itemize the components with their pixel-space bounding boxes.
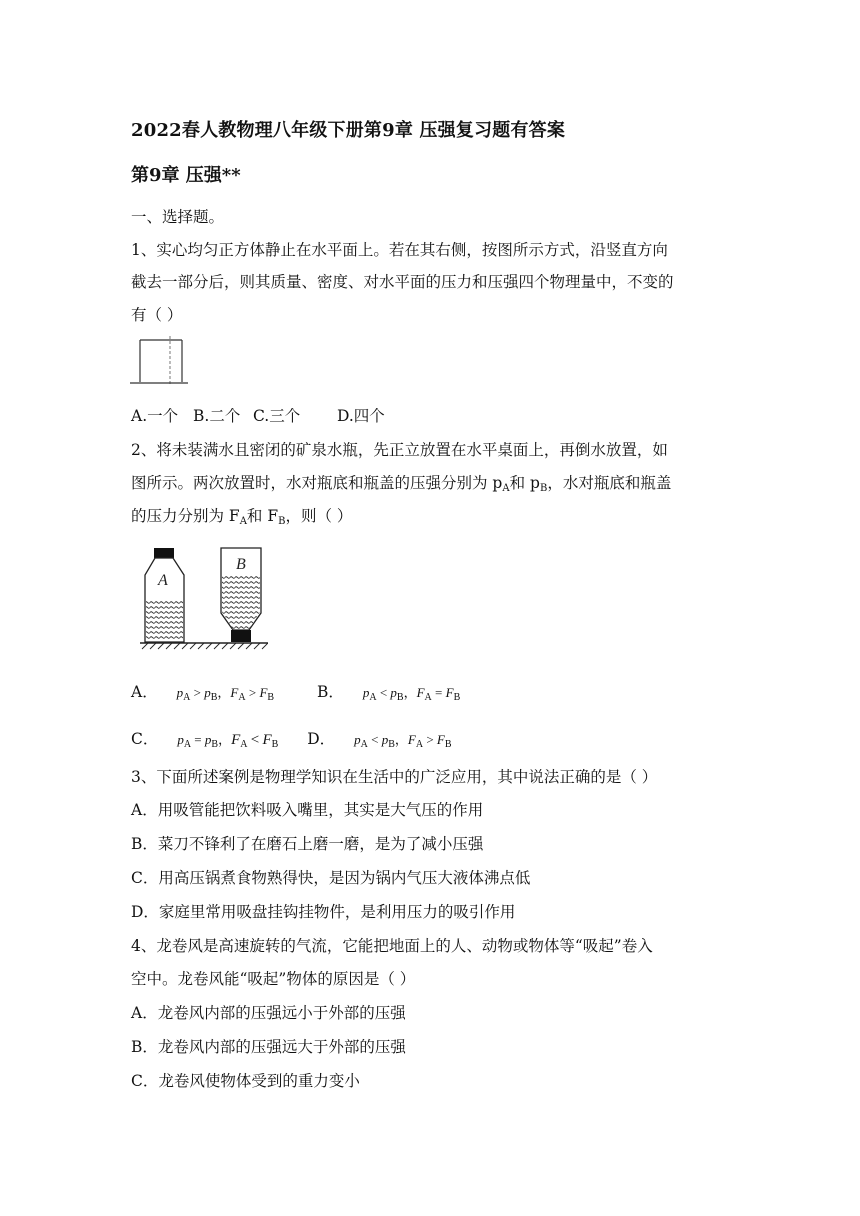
- q2-option-d[interactable]: D． $p_A < p_B$，$F_A > F_B$: [307, 730, 452, 750]
- q2-bottles-figure: [140, 545, 268, 657]
- q1-line-3: 有（ ）: [131, 306, 183, 324]
- table-hatch: [142, 643, 268, 649]
- bottle-b-cap: [231, 630, 251, 642]
- q1-cube-figure: [130, 336, 188, 392]
- chapter-heading: 第9章 压强**: [131, 165, 241, 186]
- q1-options: [131, 404, 385, 426]
- q2-option-c[interactable]: C． $p_A = p_B$，$F_A < F_B$: [131, 730, 279, 750]
- bottle-a-water: [146, 600, 183, 641]
- q2-option-b[interactable]: B． $p_A < p_B$，$F_A = F_B$: [317, 683, 461, 703]
- q1-option-d[interactable]: D.四个: [337, 407, 385, 425]
- q3-stem: 3、下面所述案例是物理学知识在生活中的广泛应用，其中说法正确的是（ ）: [131, 768, 658, 786]
- document-title: 2022春人教物理八年级下册第9章 压强复习题有答案: [131, 120, 566, 141]
- q2-option-a[interactable]: A． $p_A > p_B$，$F_A > F_B$: [131, 683, 275, 703]
- q4-option-a[interactable]: A．龙卷风内部的压强远小于外部的压强: [131, 1004, 406, 1022]
- q3-option-a[interactable]: A．用吸管能把饮料吸入嘴里，其实是大气压的作用: [131, 801, 484, 819]
- q4-line-2: 空中。龙卷风能“吸起”物体的原因是（ ）: [131, 970, 416, 988]
- q2-line-2: 图所示。两次放置时，水对瓶底和瓶盖的压强分别为 $p_A$和 $p_B$，水对瓶底和瓶盖: [131, 474, 672, 494]
- q1-option-b[interactable]: B.二个: [193, 407, 241, 425]
- q1-option-c[interactable]: C.三个: [253, 407, 301, 425]
- q1-line-2: 截去一部分后，则其质量、密度、对水平面的压力和压强四个物理量中，不变的: [131, 273, 674, 291]
- q3-option-c[interactable]: C．用高压锅煮食物熟得快，是因为锅内气压大液体沸点低: [131, 869, 531, 887]
- section-heading: 一、选择题。: [131, 208, 225, 226]
- q1-option-a[interactable]: A.一个: [131, 407, 179, 425]
- q4-line-1: 4、龙卷风是高速旋转的气流，它能把地面上的人、动物或物体等“吸起”卷入: [131, 937, 653, 955]
- q4-option-b[interactable]: B．龙卷风内部的压强远大于外部的压强: [131, 1038, 406, 1056]
- q4-option-c[interactable]: C．龙卷风使物体受到的重力变小: [131, 1072, 360, 1090]
- q1-line-1: 1、实心均匀正方体静止在水平面上。若在其右侧，按图所示方式，沿竖直方向: [131, 241, 668, 259]
- q2-line-1: 2、将未装满水且密闭的矿泉水瓶，先正立放置在水平桌面上，再倒水放置，如: [131, 441, 668, 459]
- q2-line-3: 的压力分别为 $F_A$和 $F_B$，则（ ）: [131, 507, 353, 527]
- bottle-a-cap: [154, 548, 174, 558]
- bottle-b-label: B: [236, 556, 246, 573]
- q2-options-row-1: [131, 680, 460, 703]
- q3-option-b[interactable]: B．菜刀不锋利了在磨石上磨一磨，是为了减小压强: [131, 835, 484, 853]
- bottle-a-label: A: [158, 572, 168, 589]
- q3-option-d[interactable]: D．家庭里常用吸盘挂钩挂物件，是利用压力的吸引作用: [131, 903, 516, 921]
- q2-options-row-2: [131, 727, 452, 750]
